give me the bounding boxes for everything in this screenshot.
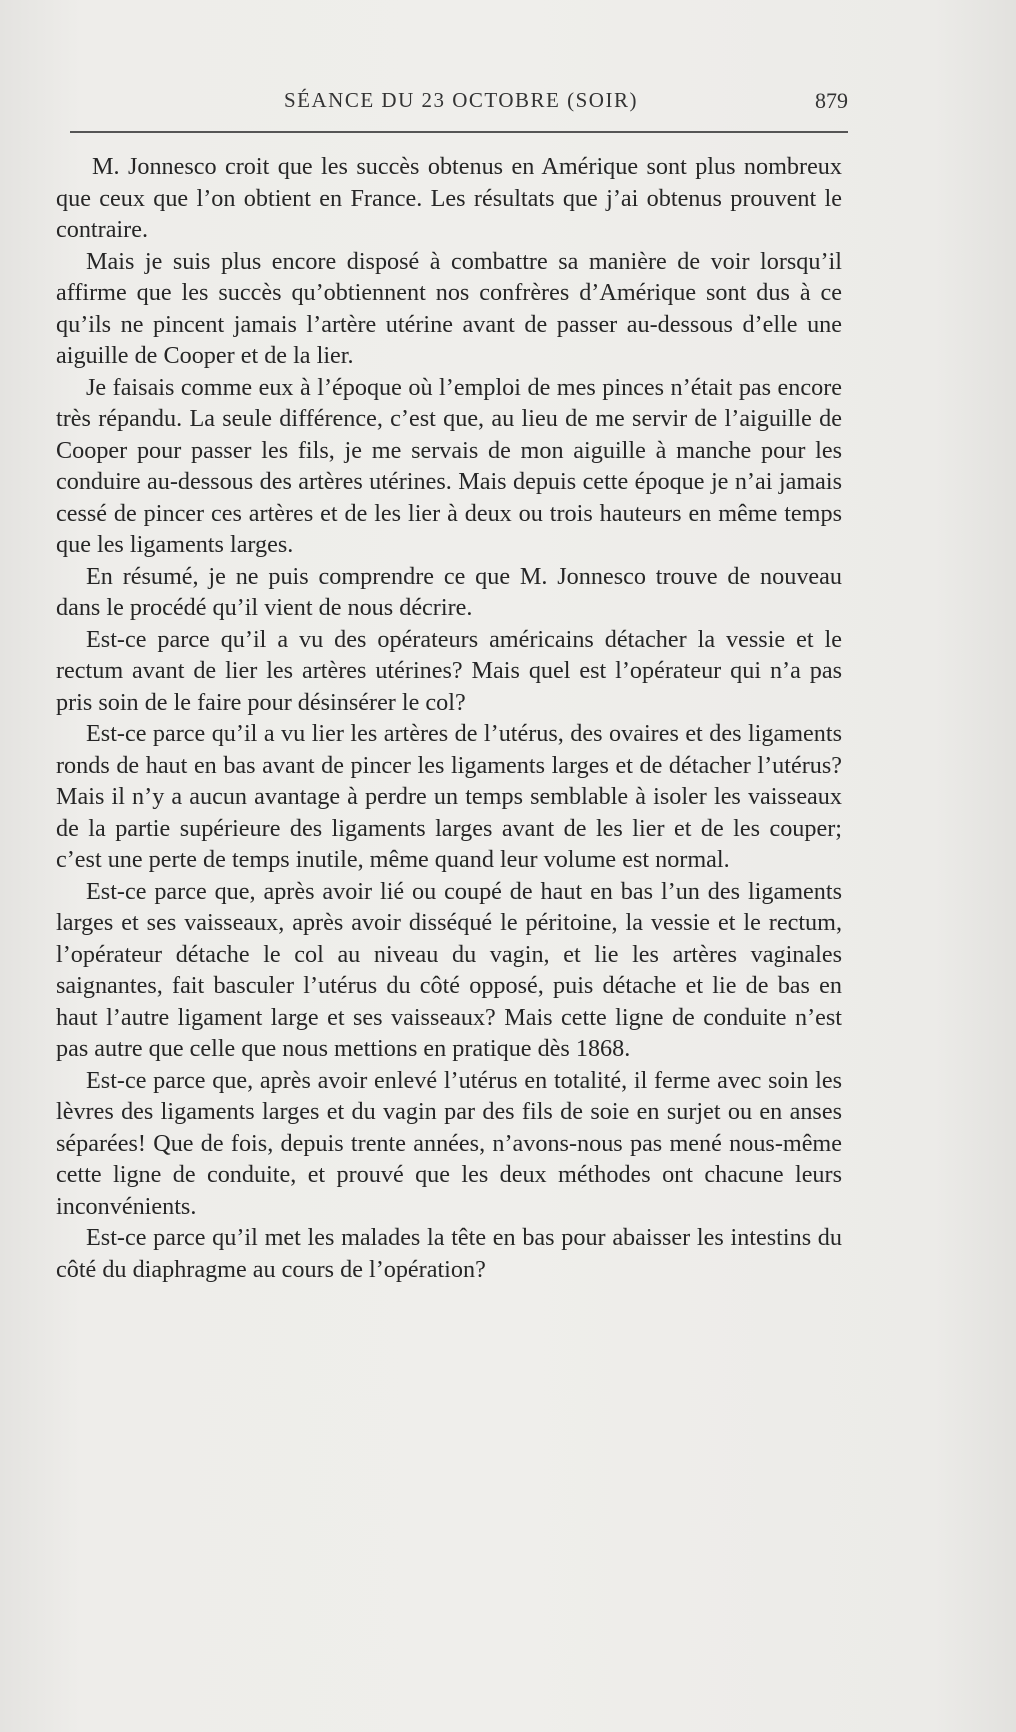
page-number: 879 (815, 88, 848, 113)
paragraph: Est-ce parce que, après avoir lié ou coupé de haut en bas l’un des ligaments larges et ses vaisseaux, après avoir disséqué le péritoine, la vessie et le rectum, l’opérateur détache le col au niveau du vagin, et lie les artères vaginales saignantes, fait basculer l’utérus du côté opposé, puis détache et lie de bas en haut l’autre ligament large et ses vaisseaux? Mais cette ligne de conduite n’est pas autre que celle que nous mettions en pratique dès 1868. (56, 877, 842, 1062)
paragraph: Est-ce parce qu’il a vu des opérateurs américains détacher la vessie et le rectum avant de lier les artères utérines? Mais quel est l’opérateur qui n’a pas pris soin de le faire pour désinsérer le col? (56, 625, 842, 716)
paragraph: Je faisais comme eux à l’époque où l’emploi de mes pinces n’était pas encore très répandu. La seule différence, c’est que, au lieu de me servir de l’aiguille de Cooper pour passer les fils, je me servais de mon aiguille à manche pour les conduire au-dessous des artères utérines. Mais depuis cette époque je n’ai jamais cessé de pincer ces artères et de les lier à deux ou trois hauteurs en même temps que les ligaments larges. (56, 373, 842, 558)
running-head (64, 88, 848, 122)
body-text (56, 151, 842, 1285)
running-head-title: SÉANCE DU 23 OCTOBRE (SOIR) (284, 88, 638, 112)
paragraph: Est-ce parce qu’il met les malades la tête en bas pour abaisser les intestins du côté du diaphragme au cours de l’opération? (56, 1224, 842, 1283)
paragraph: Est-ce parce qu’il a vu lier les artères de l’utérus, des ovaires et des ligaments ronds de haut en bas avant de pincer les ligaments larges et de détacher l’utérus? Mais il n’y a aucun avantage à perdre un temps semblable à isoler les vaisseaux de la partie supérieure des ligaments larges avant de les lier et de les couper; c’est une perte de temps inutile, même quand leur volume est normal. (56, 720, 842, 873)
paragraph: En résumé, je ne puis comprendre ce que M. Jonnesco trouve de nouveau dans le procédé qu’il vient de nous décrire. (56, 562, 842, 621)
paragraph: Est-ce parce que, après avoir enlevé l’utérus en totalité, il ferme avec soin les lèvres des ligaments larges et du vagin par des fils de soie en surjet ou en anses séparées! Que de fois, depuis trente années, n’avons-nous pas mené nous-même cette ligne de conduite, et prouvé que les deux méthodes ont chacune leurs inconvénients. (56, 1066, 842, 1220)
paragraph: M. Jonnesco croit que les succès obtenus en Amérique sont plus nombreux que ceux que l’on obtient en France. Les résultats que j’ai obtenus prouvent le contraire. (56, 153, 842, 243)
paragraph: Mais je suis plus encore disposé à combattre sa manière de voir lorsqu’il affirme que les succès qu’obtiennent nos confrères d’Amérique sont dus à ce qu’ils ne pincent jamais l’artère utérine avant de passer au-dessous d’elle une aiguille de Cooper et de la lier. (56, 247, 842, 369)
header-rule (70, 131, 848, 133)
